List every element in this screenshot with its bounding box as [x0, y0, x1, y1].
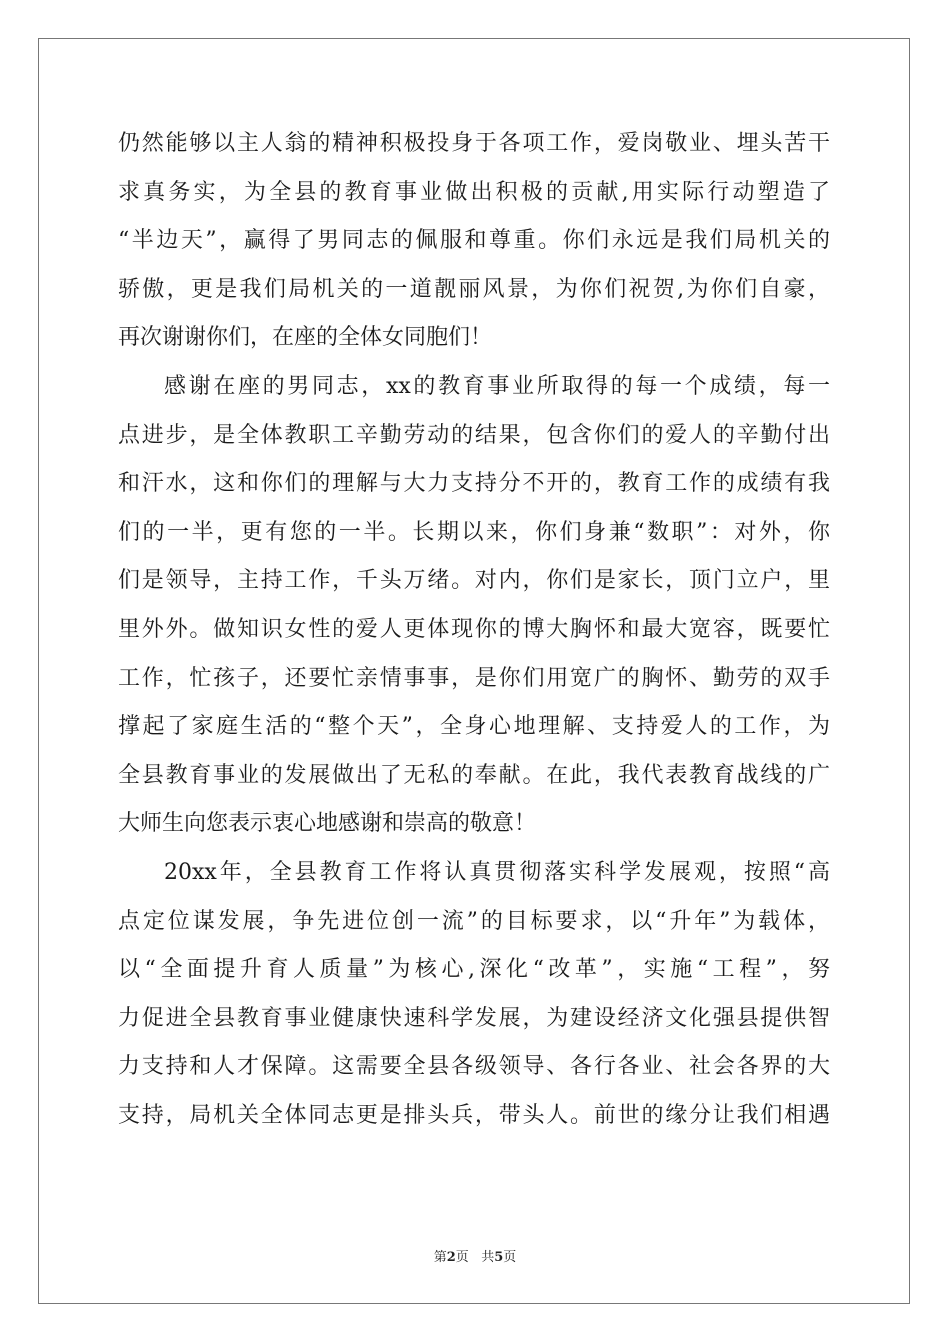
- text-line: 以“全面提升育人质量”为核心,深化“改革”，实施“工程”，努: [118, 957, 830, 983]
- page-number: 2: [446, 1250, 456, 1265]
- paragraph: [118, 849, 830, 1141]
- text-line: 力支持和人才保障。这需要全县各级领导、各行各业、社会各界的大: [118, 1054, 830, 1080]
- text-line: 力促进全县教育事业健康快速科学发展，为建设经济文化强县提供智: [118, 1005, 830, 1031]
- document-body: [118, 120, 830, 1140]
- text-line: “半边天”，赢得了男同志的佩服和尊重。你们永远是我们局机关的: [118, 228, 830, 254]
- paragraph: [118, 363, 830, 849]
- text-line: 点定位谋发展，争先进位创一流”的目标要求，以“升年”为载体，: [118, 908, 830, 934]
- text-line: 仍然能够以主人翁的精神积极投身于各项工作，爱岗敬业、埋头苦干: [118, 131, 830, 156]
- text-line: 20xx年，全县教育工作将认真贯彻落实科学发展观，按照“高: [164, 859, 830, 885]
- page-label-prefix: 第: [433, 1250, 447, 1265]
- total-pages: 5: [494, 1250, 504, 1265]
- text-line: 感谢在座的男同志，xx的教育事业所取得的每一个成绩，每一: [164, 373, 830, 399]
- text-line: 撑起了家庭生活的“整个天”，全身心地理解、支持爱人的工作，为: [118, 714, 830, 740]
- text-line: 里外外。做知识女性的爱人更体现你的博大胸怀和最大宽容，既要忙: [118, 616, 830, 642]
- page-footer: [0, 1246, 950, 1265]
- text-line: 和汗水，这和你们的理解与大力支持分不开的，教育工作的成绩有我: [118, 471, 830, 497]
- text-line: 求真务实，为全县的教育事业做出积极的贡献,用实际行动塑造了: [118, 179, 830, 205]
- text-line: 全县教育事业的发展做出了无私的奉献。在此，我代表教育战线的广: [118, 762, 830, 788]
- text-line: 大师生向您表示衷心地感谢和崇高的敬意！: [118, 811, 537, 837]
- text-line: 们是领导，主持工作，千头万绪。对内，你们是家长，顶门立户，里: [118, 568, 830, 594]
- text-line: 骄傲，更是我们局机关的一道靓丽风景，为你们祝贺,为你们自豪，: [118, 276, 830, 302]
- paragraph: [118, 120, 830, 363]
- text-line: 支持，局机关全体同志更是排头兵，带头人。前世的缘分让我们相遇: [118, 1102, 830, 1128]
- total-label-suffix: 页: [503, 1250, 517, 1265]
- text-line: 点进步，是全体教职工辛勤劳动的结果，包含你们的爱人的辛勤付出: [118, 422, 830, 448]
- text-line: 工作，忙孩子，还要忙亲情事事，是你们用宽广的胸怀、勤劳的双手: [118, 665, 830, 691]
- page-label-suffix: 页: [455, 1250, 469, 1265]
- text-line: 再次谢谢你们，在座的全体女同胞们！: [118, 325, 493, 351]
- total-label-prefix: 共: [481, 1250, 495, 1265]
- text-line: 们的一半，更有您的一半。长期以来，你们身兼“数职”：对外，你: [118, 519, 830, 545]
